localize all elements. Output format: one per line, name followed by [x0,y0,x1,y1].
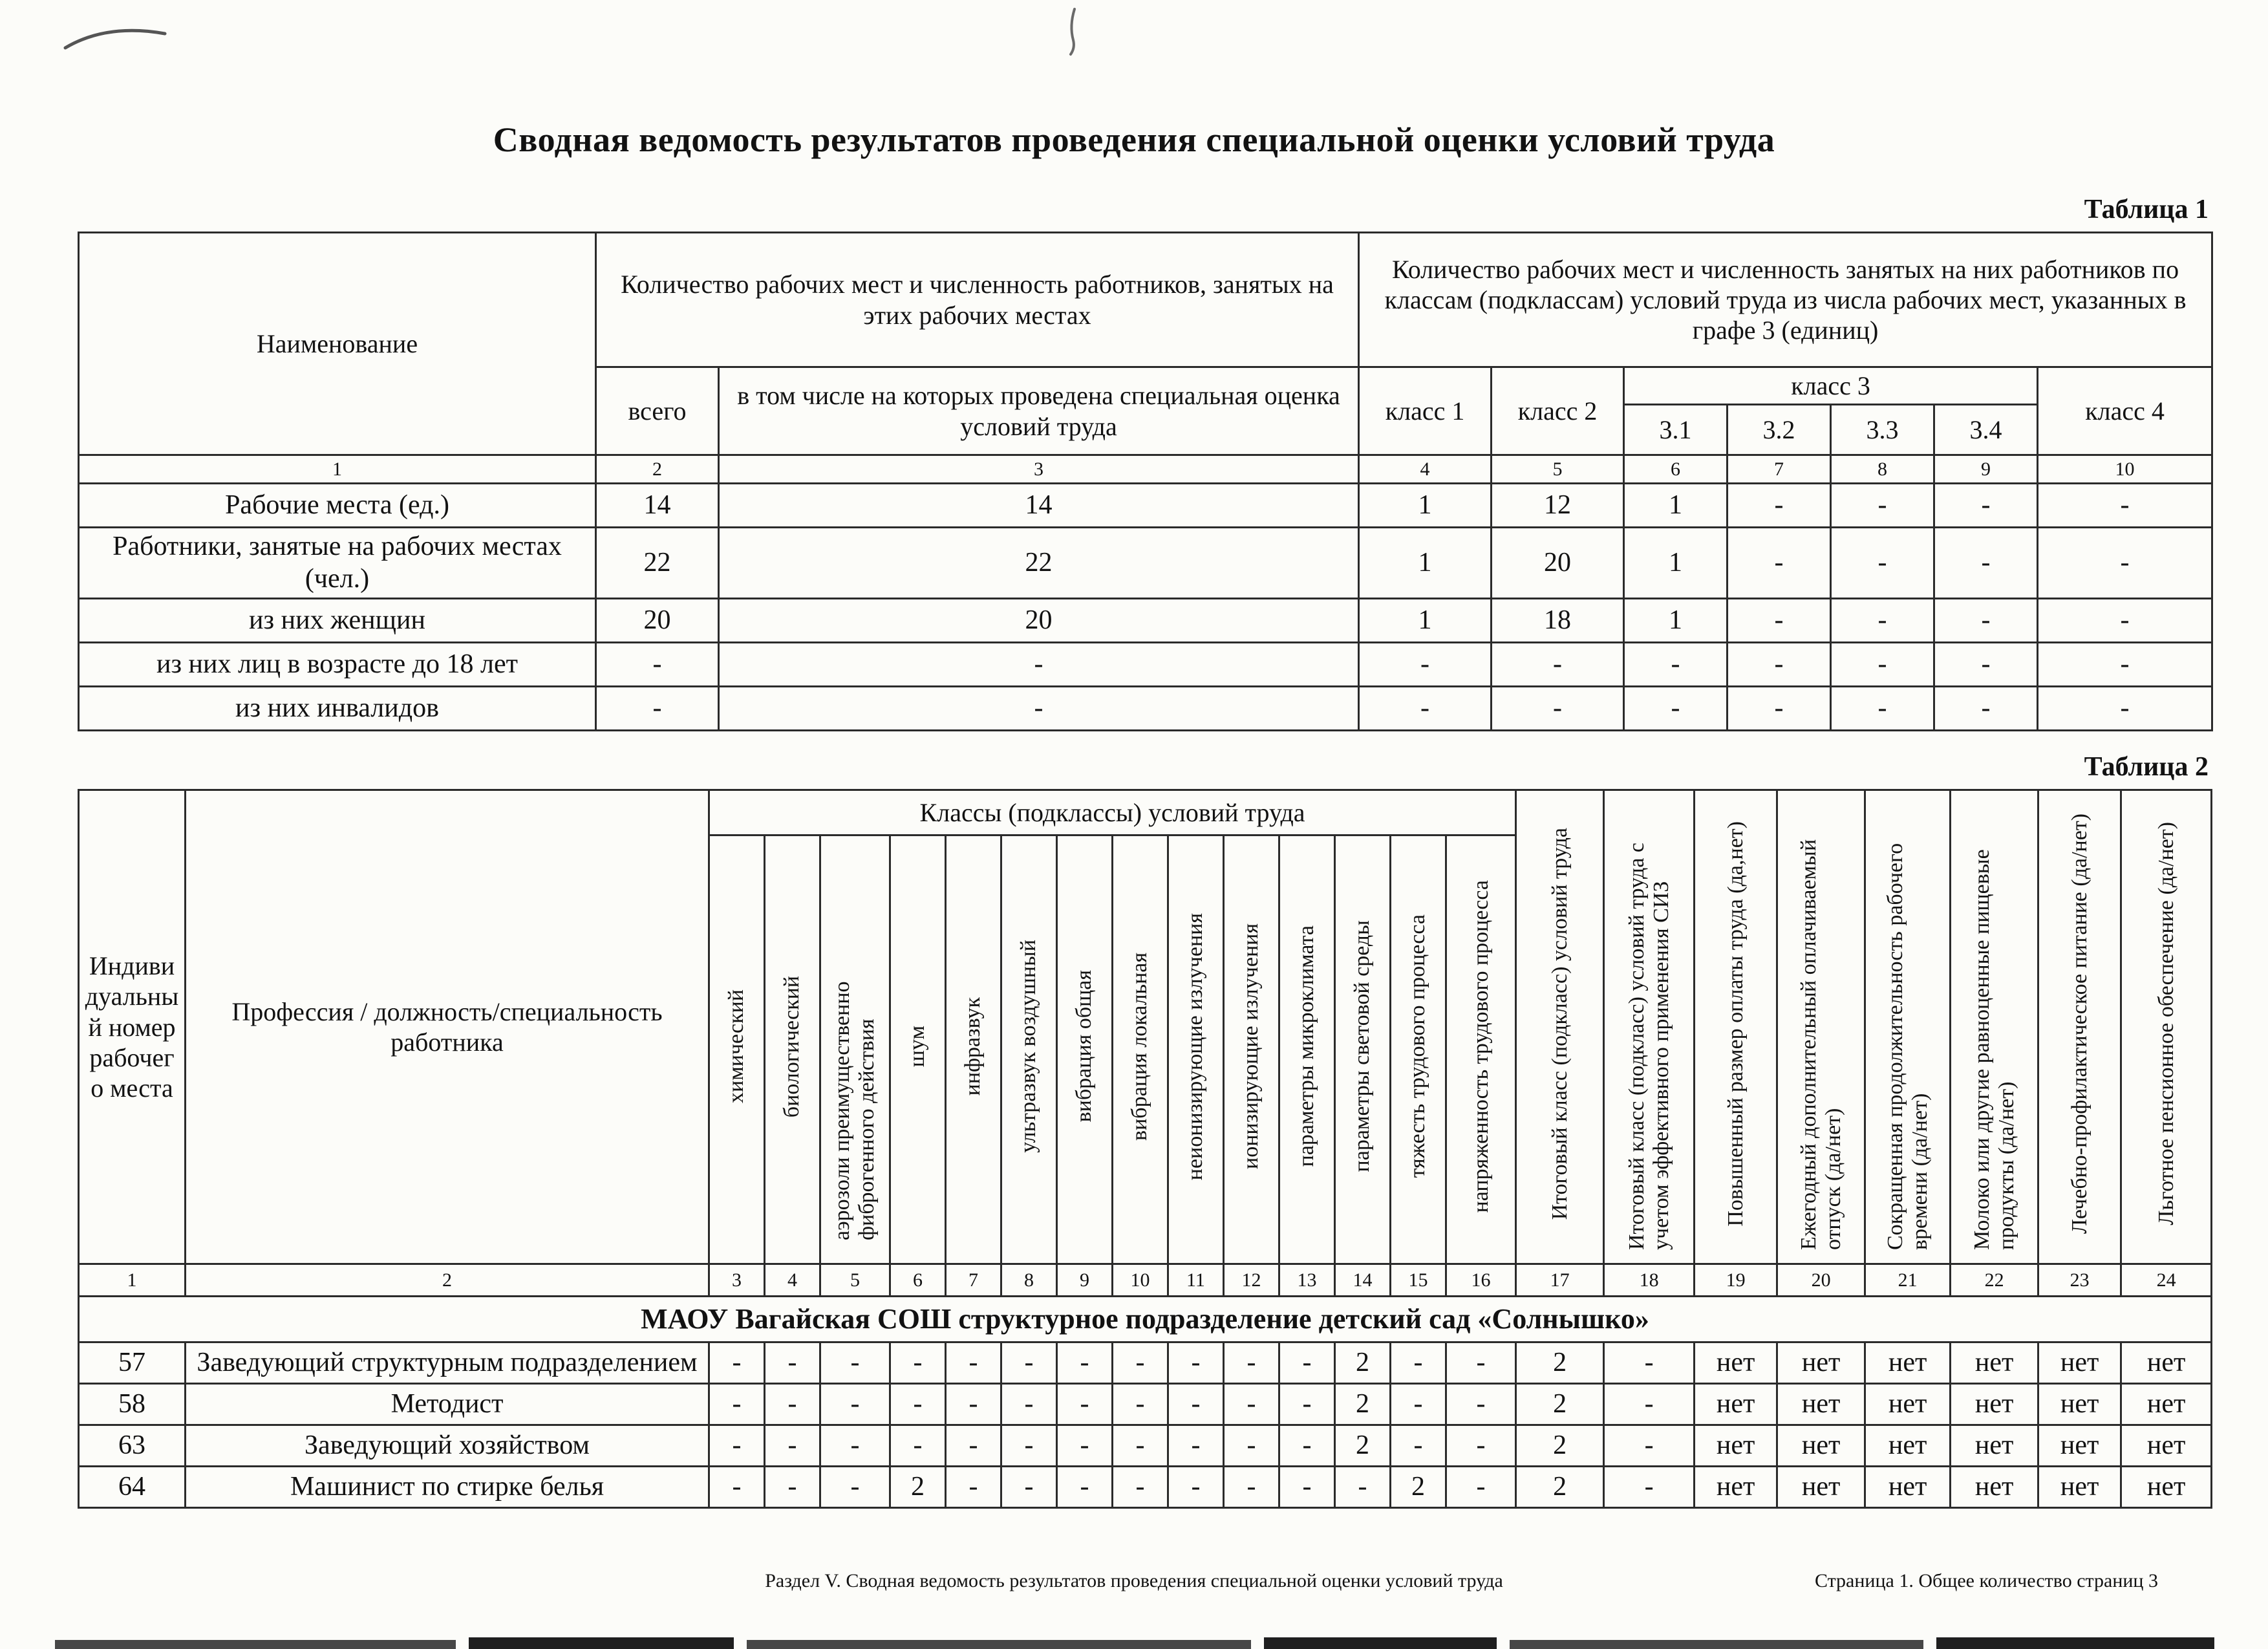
table2-cell: - [765,1342,820,1384]
t2-header-factor [1279,835,1335,1264]
table1-cell: Работники, занятые на рабочих местах (чел.) [79,528,596,599]
table2-cell: - [820,1425,890,1467]
table2-cell: нет [1777,1384,1865,1425]
table2-cell: нет [1777,1425,1865,1467]
table2-cell: - [1057,1384,1113,1425]
table2-cell: - [1168,1384,1224,1425]
t2-header-factor [1057,835,1113,1264]
column-number: 2 [596,455,719,484]
table2-cell: - [946,1342,1001,1384]
table2-cell: - [1391,1384,1446,1425]
table1-cell: 14 [596,484,719,528]
column-number: 13 [1279,1264,1335,1297]
column-number: 22 [1951,1264,2038,1297]
column-number: 19 [1695,1264,1777,1297]
table2-row [79,1467,2212,1508]
table2-cell: нет [1695,1467,1777,1508]
table1-cell: 1 [1359,528,1492,599]
table1-cell: - [719,643,1359,687]
table2-cell: нет [2038,1384,2121,1425]
t2-header-classes-group: Классы (подклассы) условий труда [709,790,1516,835]
table1-cell: - [1934,687,2038,731]
table1-cell: - [1831,484,1934,528]
t2-header-benefit [1604,790,1695,1264]
factor-header-label: вибрация общая [1072,970,1097,1123]
t2-header-factor [1335,835,1391,1264]
table2-cell: 63 [79,1425,186,1467]
column-number: 4 [765,1264,820,1297]
column-number: 6 [890,1264,946,1297]
table1-caption: Таблица 1 [2084,195,2209,224]
table2-cell: - [1446,1384,1516,1425]
table1-cell: - [1831,528,1934,599]
summary-table-2 [78,789,2212,1509]
benefit-header-label: Итоговый класс (подкласс) условий труда [1547,827,1572,1220]
column-number: 8 [1831,455,1934,484]
table2-cell: Заведующий структурным подразделением [186,1342,709,1384]
table2-cell: нет [1865,1384,1951,1425]
table1-cell: - [1728,528,1831,599]
t1-header-class3-1: 3.1 [1624,405,1728,455]
table2-cell: Заведующий хозяйством [186,1425,709,1467]
table1-cell: 1 [1359,484,1492,528]
table2-cell: - [1391,1425,1446,1467]
table2-cell: Методист [186,1384,709,1425]
t2-header-factor [1168,835,1224,1264]
table2-cell: нет [2038,1467,2121,1508]
column-number: 9 [1934,455,2038,484]
table2-cell: - [765,1384,820,1425]
table1-cell: - [1831,599,1934,643]
column-number: 10 [2038,455,2212,484]
factor-header-label: ультразвук воздушный [1016,940,1041,1154]
t1-header-class4: класс 4 [2038,367,2212,455]
column-number: 23 [2038,1264,2121,1297]
benefit-header-label: Сокращенная продолжительность рабочего времени (да/нет) [1883,843,1932,1250]
benefit-header-label: Лечебно-профилактическое питание (да/нет) [2067,814,2091,1234]
t1-header-class3-3: 3.3 [1831,405,1934,455]
table1-cell: - [1728,599,1831,643]
t1-header-class2: класс 2 [1492,367,1624,455]
table2-cell: - [1279,1467,1335,1508]
table2-cell: нет [1777,1342,1865,1384]
table1-row [79,599,2212,643]
column-number: 5 [820,1264,890,1297]
table2-section [78,751,2211,1509]
table2-cell: - [1001,1384,1057,1425]
table2-cell: - [1113,1425,1168,1467]
table1-cell: - [1831,643,1934,687]
table1-cell: 20 [596,599,719,643]
table2-cell: 2 [1335,1425,1391,1467]
table1-cell: - [1934,484,2038,528]
summary-table-1 [78,232,2213,731]
t2-header-factor [820,835,890,1264]
table2-cell: нет [1695,1384,1777,1425]
table1-cell: из них инвалидов [79,687,596,731]
table1-cell: 22 [596,528,719,599]
table2-cell: - [1001,1467,1057,1508]
column-number: 3 [709,1264,765,1297]
t2-header-factor [946,835,1001,1264]
table1-cell: - [596,687,719,731]
column-number: 3 [719,455,1359,484]
table2-cell: - [890,1425,946,1467]
table1-cell: из них женщин [79,599,596,643]
table2-cell: - [709,1342,765,1384]
column-number: 8 [1001,1264,1057,1297]
column-number: 10 [1113,1264,1168,1297]
table2-cell: - [765,1425,820,1467]
table1-cell: - [719,687,1359,731]
factor-header-label: тяжесть трудового процесса [1406,914,1430,1178]
footer-section-label: Раздел V. Сводная ведомость результатов проведения специальной оценки условий труда [765,1570,1503,1591]
table1-cell: - [1359,643,1492,687]
t2-header-factor [1224,835,1279,1264]
benefit-header-label: Повышенный размер оплаты труда (да,нет) [1723,821,1748,1227]
scan-artifact-pen-stroke [61,19,184,58]
table1-row [79,643,2212,687]
factor-header-label: биологический [780,975,804,1117]
table2-cell: нет [1777,1467,1865,1508]
table2-cell: - [1113,1467,1168,1508]
column-number: 7 [946,1264,1001,1297]
table2-cell: - [1057,1467,1113,1508]
table2-cell: 58 [79,1384,186,1425]
t2-column-numbers-row [79,1264,2212,1297]
table1-cell: Рабочие места (ед.) [79,484,596,528]
table2-cell: 57 [79,1342,186,1384]
table2-cell: нет [1865,1425,1951,1467]
table1-row [79,484,2212,528]
table1-cell: 18 [1492,599,1624,643]
factor-header-label: аэрозоли преимущественно фиброгенного действия [830,981,879,1241]
t2-header-benefit [1695,790,1777,1264]
table2-cell: - [890,1342,946,1384]
table2-cell: - [709,1467,765,1508]
organization-name: МАОУ Вагайская СОШ структурное подразделение детский сад «Солнышко» [79,1297,2212,1342]
table2-cell: - [1446,1467,1516,1508]
table2-cell: - [709,1384,765,1425]
table2-cell: нет [1865,1342,1951,1384]
column-number: 6 [1624,455,1728,484]
table1-cell: 20 [719,599,1359,643]
table2-cell: - [890,1384,946,1425]
column-number: 15 [1391,1264,1446,1297]
table2-row [79,1384,2212,1425]
factor-header-label: вибрация локальная [1128,952,1152,1141]
table2-cell: - [1224,1384,1279,1425]
factor-header-label: параметры световой среды [1350,920,1375,1172]
table2-cell: - [1001,1425,1057,1467]
column-number: 17 [1516,1264,1604,1297]
table2-cell: - [946,1425,1001,1467]
column-number: 14 [1335,1264,1391,1297]
column-number: 21 [1865,1264,1951,1297]
t1-header-group-classes: Количество рабочих мест и численность занятых на них работников по классам (подклассам) условий труда из числа рабочих мест, указанных в графе 3 (единиц) [1359,233,2212,367]
table1-cell: - [1728,643,1831,687]
table1-cell: - [2038,643,2212,687]
table1-cell: - [1728,687,1831,731]
table1-cell: 1 [1624,484,1728,528]
table2-cell: - [1604,1425,1695,1467]
table2-cell: - [1391,1342,1446,1384]
column-number: 12 [1224,1264,1279,1297]
table1-cell: - [1728,484,1831,528]
table1-cell: - [1492,687,1624,731]
table2-cell: - [1279,1425,1335,1467]
table2-cell: нет [1695,1425,1777,1467]
table2-cell: 2 [1516,1342,1604,1384]
t1-header-class3-4: 3.4 [1934,405,2038,455]
t2-header-benefit [1516,790,1604,1264]
table2-cell: - [1168,1467,1224,1508]
table1-section [78,194,2211,731]
table2-cell: нет [2121,1467,2212,1508]
table2-cell: 2 [890,1467,946,1508]
table2-cell: - [820,1384,890,1425]
table2-cell: 2 [1391,1467,1446,1508]
table2-cell: - [1224,1342,1279,1384]
table1-cell: - [1624,687,1728,731]
table1-cell: - [2038,599,2212,643]
factor-header-label: ионизирующие излучения [1239,923,1263,1170]
factor-header-label: химический [724,989,749,1104]
t1-header-class3-2: 3.2 [1728,405,1831,455]
table2-cell: - [1168,1342,1224,1384]
table2-cell: 2 [1516,1467,1604,1508]
column-number: 20 [1777,1264,1865,1297]
table1-cell: - [1934,528,2038,599]
table2-cell: - [1446,1342,1516,1384]
table2-cell: - [1113,1384,1168,1425]
table2-cell: 2 [1335,1384,1391,1425]
column-number: 1 [79,455,596,484]
factor-header-label: шум [905,1026,930,1068]
table1-cell: - [1492,643,1624,687]
table2-row [79,1342,2212,1384]
table1-cell: - [2038,687,2212,731]
t2-header-factor [1001,835,1057,1264]
column-number: 18 [1604,1264,1695,1297]
table2-cell: 64 [79,1467,186,1508]
table2-cell: - [765,1467,820,1508]
table2-cell: 2 [1335,1342,1391,1384]
column-number: 7 [1728,455,1831,484]
benefit-header-label: Итоговый класс (подкласс) условий труда с учетом эффективного применения СИЗ [1624,843,1673,1250]
table2-cell: - [1057,1425,1113,1467]
t2-header-workplace-id: Индивидуальный номер рабочего места [79,790,186,1264]
table2-cell: Машинист по стирке белья [186,1467,709,1508]
table2-cell: - [946,1384,1001,1425]
table1-cell: - [1934,599,2038,643]
table2-cell: - [820,1342,890,1384]
t2-header-benefit [1777,790,1865,1264]
t1-header-group-places: Количество рабочих мест и численность работников, занятых на этих рабочих местах [596,233,1359,367]
table1-cell: 14 [719,484,1359,528]
column-number: 16 [1446,1264,1516,1297]
column-number: 5 [1492,455,1624,484]
table1-row [79,687,2212,731]
t2-header-benefit [2121,790,2212,1264]
t2-header-factor [765,835,820,1264]
table2-cell: нет [1951,1425,2038,1467]
table2-cell: 2 [1516,1384,1604,1425]
column-number: 1 [79,1264,186,1297]
table1-cell: - [2038,528,2212,599]
table2-cell: - [1279,1384,1335,1425]
table1-cell: 1 [1624,528,1728,599]
table2-cell: нет [1695,1342,1777,1384]
table1-cell: из них лиц в возрасте до 18 лет [79,643,596,687]
t1-header-class1: класс 1 [1359,367,1492,455]
page-title: Сводная ведомость результатов проведения специальной оценки условий труда [493,120,1775,159]
table2-cell: нет [2121,1384,2212,1425]
table2-cell: - [1001,1342,1057,1384]
table2-cell: - [1604,1384,1695,1425]
benefit-header-label: Ежегодный дополнительный оплачиваемый отпуск (да/нет) [1796,839,1845,1250]
benefit-header-label: Молоко или другие равноценные пищевые продукты (да/нет) [1969,849,2018,1250]
t2-header-factor [1446,835,1516,1264]
table1-cell: 22 [719,528,1359,599]
table1-cell: - [1624,643,1728,687]
table2-cell: - [1113,1342,1168,1384]
table2-cell: - [1057,1342,1113,1384]
table2-cell: нет [1951,1342,2038,1384]
table2-cell: нет [2038,1342,2121,1384]
column-number: 2 [186,1264,709,1297]
column-number: 24 [2121,1264,2212,1297]
table1-cell: - [1831,687,1934,731]
table1-row [79,528,2212,599]
table2-cell: нет [1951,1384,2038,1425]
table2-cell: нет [2121,1342,2212,1384]
column-number: 9 [1057,1264,1113,1297]
factor-header-label: инфразвук [961,997,985,1096]
table2-cell: - [1446,1425,1516,1467]
t2-header-factor [890,835,946,1264]
table2-cell: - [820,1467,890,1508]
t2-header-factor [1391,835,1446,1264]
t1-column-numbers-row [79,455,2212,484]
table2-cell: 2 [1516,1425,1604,1467]
table2-cell: нет [2121,1425,2212,1467]
column-number: 4 [1359,455,1492,484]
t2-header-factor [709,835,765,1264]
table1-cell: 1 [1359,599,1492,643]
organization-section-row [79,1297,2212,1342]
factor-header-label: напряженность трудового процесса [1468,879,1493,1213]
t1-header-assessed: в том числе на которых проведена специальная оценка условий труда [719,367,1359,455]
table2-cell: нет [2038,1425,2121,1467]
t1-header-class3: класс 3 [1624,367,2038,405]
scan-artifact-mark [1060,6,1086,58]
table2-row [79,1425,2212,1467]
table1-cell: - [1934,643,2038,687]
table1-cell: 1 [1624,599,1728,643]
table2-cell: - [1604,1342,1695,1384]
table2-cell: нет [1951,1467,2038,1508]
t2-header-benefit [1865,790,1951,1264]
table1-cell: - [2038,484,2212,528]
factor-header-label: неионизирующие излучения [1183,912,1208,1180]
table1-cell: 12 [1492,484,1624,528]
table2-cell: - [1604,1467,1695,1508]
table2-cell: - [1168,1425,1224,1467]
table2-cell: - [1224,1467,1279,1508]
table2-cell: - [709,1425,765,1467]
t1-header-name: Наименование [79,233,596,455]
column-number: 11 [1168,1264,1224,1297]
benefit-header-label: Льготное пенсионное обеспечение (да/нет) [2154,822,2178,1225]
table1-cell: 20 [1492,528,1624,599]
t1-header-total: всего [596,367,719,455]
footer-page-number: Страница 1. Общее количество страниц 3 [1814,1570,2158,1591]
table2-cell: - [1224,1425,1279,1467]
table1-cell: - [596,643,719,687]
t2-header-benefit [1951,790,2038,1264]
scanner-edge-artifact [55,1637,2216,1649]
table2-cell: - [946,1467,1001,1508]
table1-cell: - [1359,687,1492,731]
table2-cell: нет [1865,1467,1951,1508]
table2-cell: - [1279,1342,1335,1384]
t2-header-factor [1113,835,1168,1264]
table2-cell: - [1335,1467,1391,1508]
t2-header-profession: Профессия / должность/специальность работника [186,790,709,1264]
table2-caption: Таблица 2 [2084,752,2209,782]
t2-header-benefit [2038,790,2121,1264]
factor-header-label: параметры микроклимата [1294,925,1319,1167]
